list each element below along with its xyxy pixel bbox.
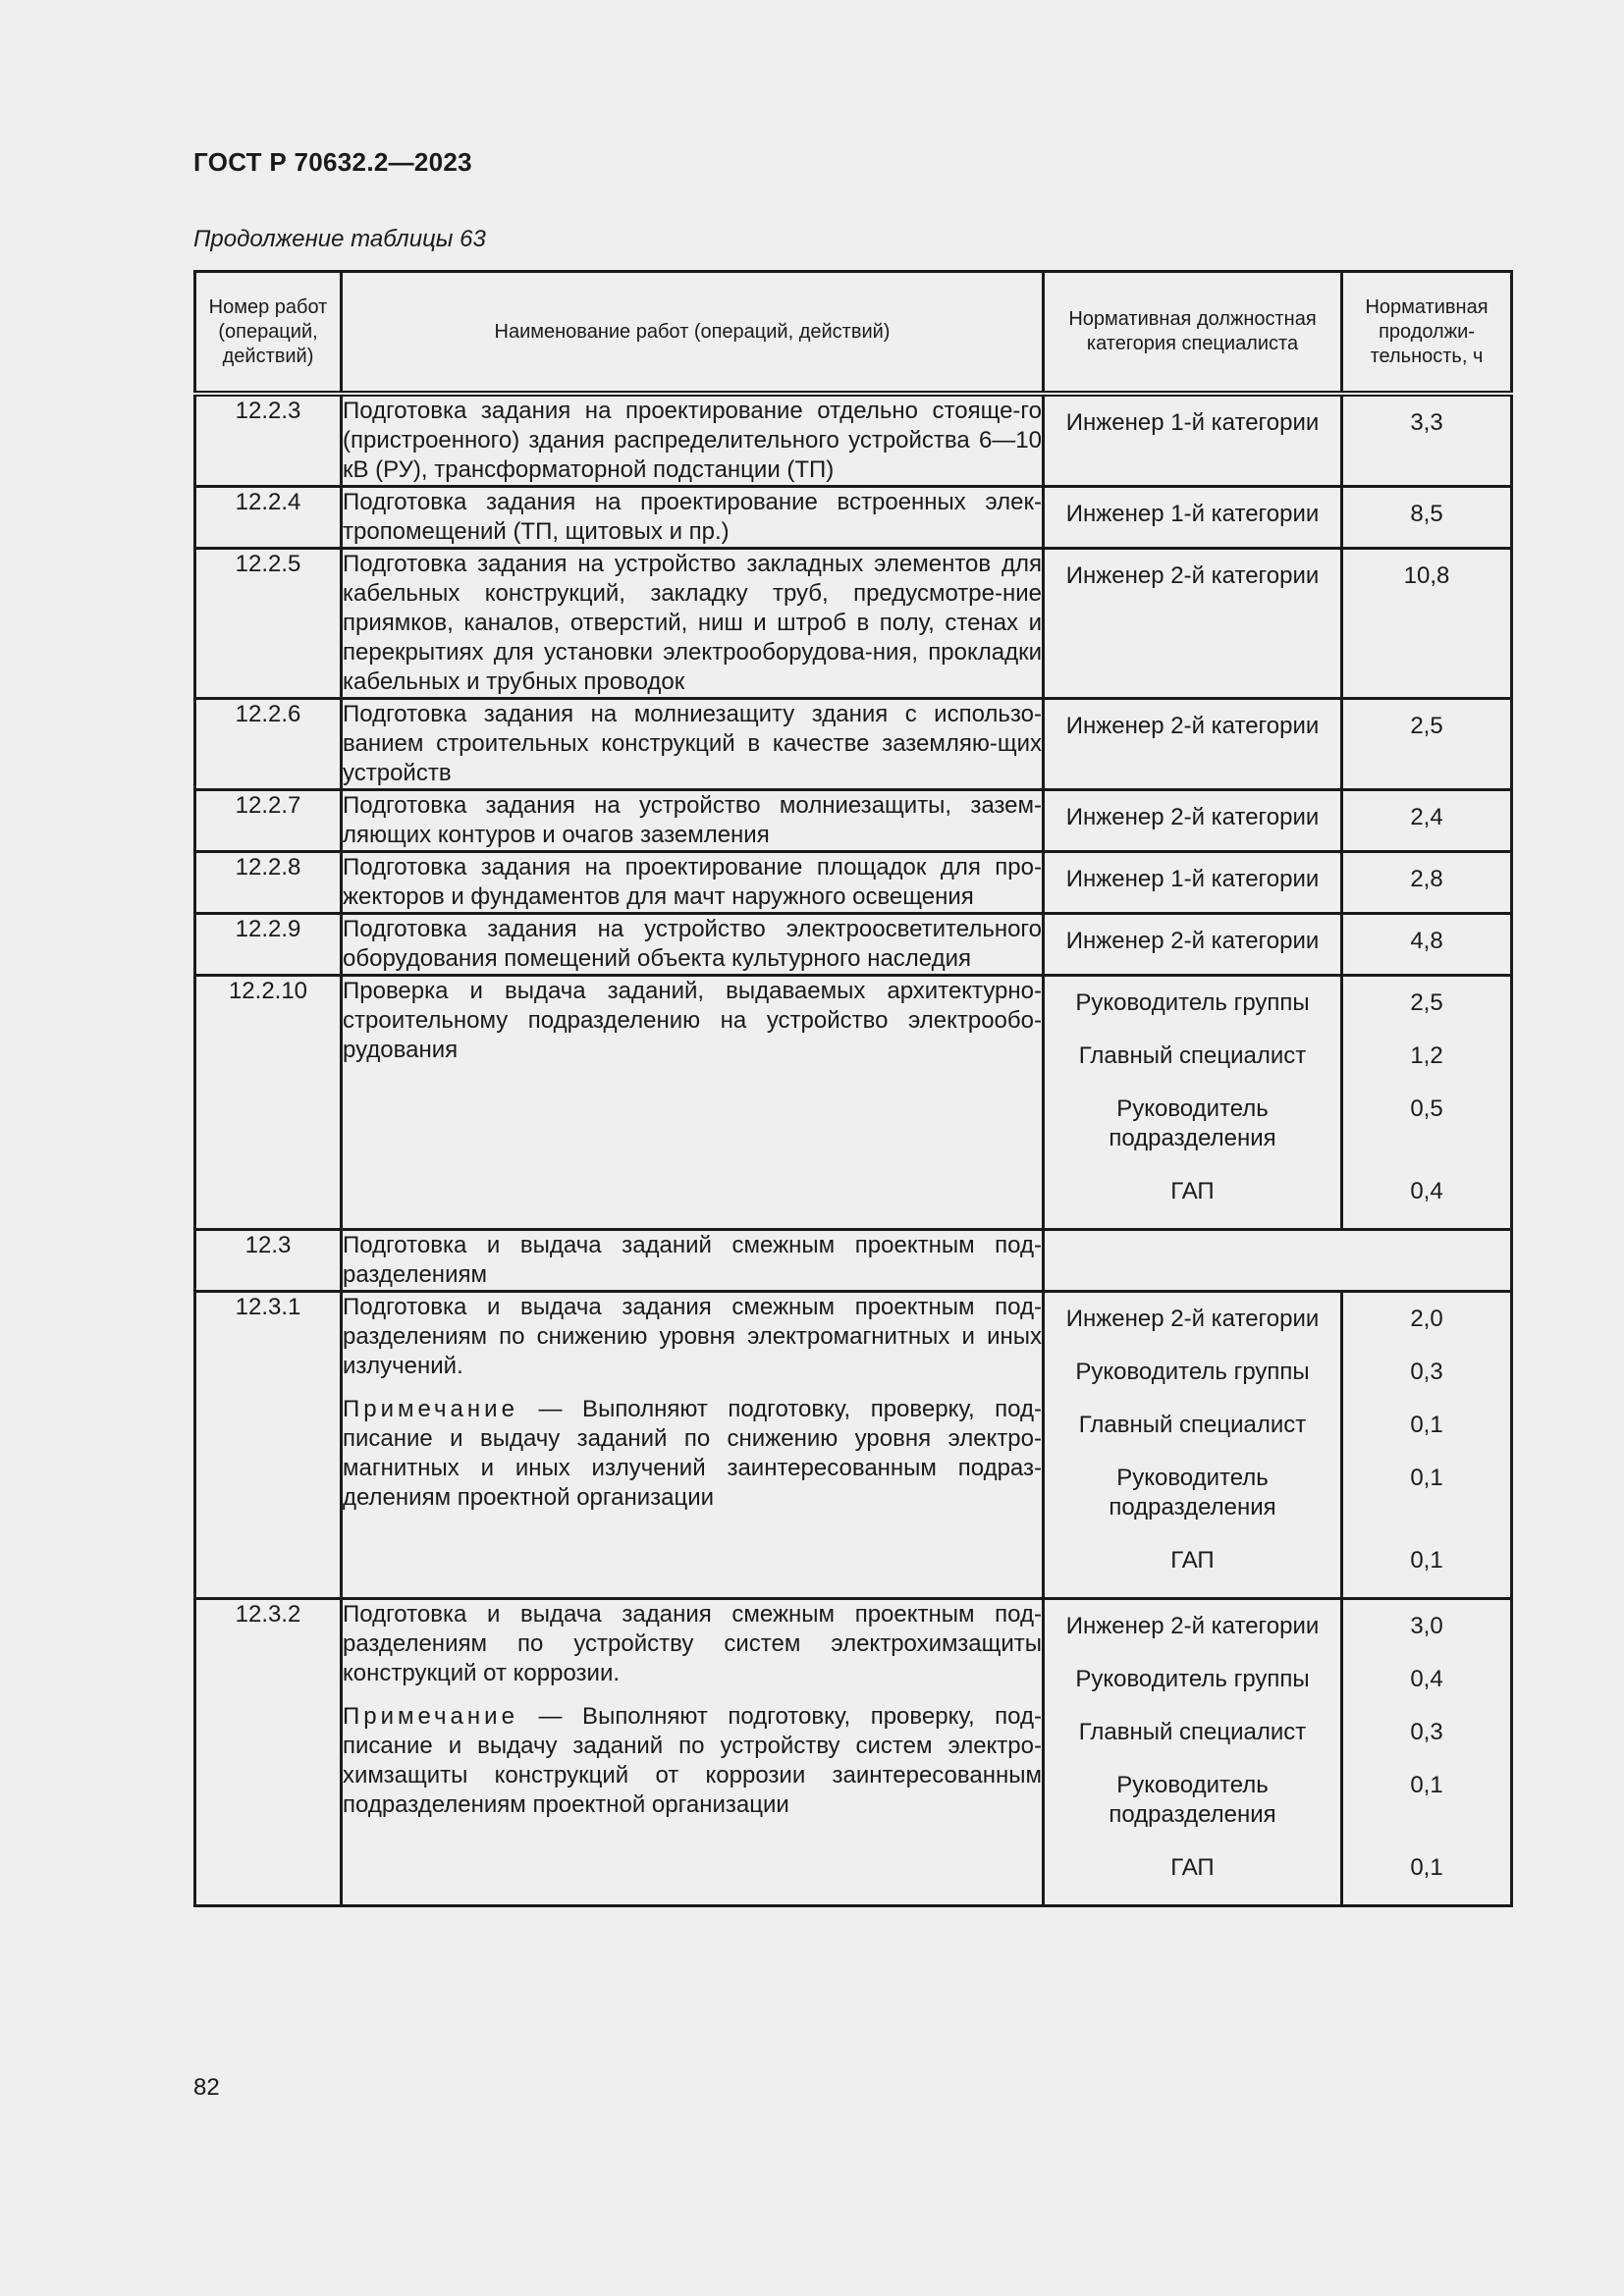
row-duration: 3,3 bbox=[1410, 409, 1443, 436]
page-number: 82 bbox=[193, 2074, 220, 2101]
row-spec: Инженер 2-й категории bbox=[1065, 804, 1320, 830]
row-number: 12.2.8 bbox=[195, 852, 342, 914]
column-header-dur: Нормативная продолжи-тельность, ч bbox=[1342, 272, 1512, 395]
row-number: 12.3.2 bbox=[195, 1599, 342, 1906]
row-duration: 3,0 bbox=[1410, 1613, 1443, 1639]
table-row bbox=[195, 852, 1512, 914]
row-name: Подготовка задания на устройство электроосветительного оборудования помещений объекта культурного наследия bbox=[342, 914, 1044, 976]
row-spec: Руководитель группы bbox=[1075, 989, 1310, 1016]
row-duration: 0,3 bbox=[1410, 1719, 1443, 1745]
column-header-num: Номер работ (операций, действий) bbox=[195, 272, 342, 395]
row-spec: Главный специалист bbox=[1078, 1042, 1307, 1069]
note-label: Примечание bbox=[343, 1703, 518, 1730]
row-duration: 0,5 bbox=[1410, 1095, 1443, 1122]
row-number: 12.2.7 bbox=[195, 790, 342, 852]
row-duration: 0,1 bbox=[1410, 1412, 1443, 1438]
table-caption: Продолжение таблицы 63 bbox=[193, 226, 486, 252]
row-duration: 4,8 bbox=[1410, 928, 1443, 954]
row-spec: Руководитель подразделения bbox=[1109, 1772, 1276, 1828]
row-spec: Инженер 2-й категории bbox=[1065, 562, 1320, 589]
row-number: 12.2.10 bbox=[195, 976, 342, 1230]
table-row bbox=[195, 1292, 1512, 1599]
row-number: 12.2.5 bbox=[195, 549, 342, 699]
row-spec: Руководитель подразделения bbox=[1109, 1465, 1276, 1521]
row-spec: Инженер 2-й категории bbox=[1065, 928, 1320, 954]
row-number: 12.2.4 bbox=[195, 487, 342, 549]
table-header-row bbox=[195, 272, 1512, 395]
row-spec: Инженер 1-й категории bbox=[1065, 409, 1320, 436]
row-spec: Инженер 1-й категории bbox=[1065, 866, 1320, 892]
row-name: Подготовка и выдача задания смежным проектным под-разделениям по снижению уровня электромагнитных и иных излучений. bbox=[343, 1294, 1042, 1379]
row-number: 12.2.3 bbox=[195, 394, 342, 487]
row-name: Подготовка и выдача заданий смежным проектным под-разделениям bbox=[342, 1230, 1044, 1292]
table-row bbox=[195, 790, 1512, 852]
row-spec: ГАП bbox=[1170, 1547, 1215, 1574]
table-row bbox=[195, 549, 1512, 699]
row-number: 12.3 bbox=[195, 1230, 342, 1292]
row-note bbox=[343, 1702, 1042, 1820]
row-name: Подготовка задания на проектирование встроенных элек-тропомещений (ТП, щитовых и пр.) bbox=[342, 487, 1044, 549]
row-duration: 2,5 bbox=[1410, 713, 1443, 739]
table-row bbox=[195, 914, 1512, 976]
table-row bbox=[195, 1599, 1512, 1906]
row-name: Подготовка задания на устройство молниезащиты, зазем-ляющих контуров и очагов заземления bbox=[342, 790, 1044, 852]
empty-merged-cell bbox=[1044, 1230, 1512, 1292]
row-spec: Руководитель подразделения bbox=[1109, 1095, 1276, 1151]
row-spec: ГАП bbox=[1170, 1178, 1215, 1204]
row-duration: 2,4 bbox=[1410, 804, 1443, 830]
column-header-name: Наименование работ (операций, действий) bbox=[342, 272, 1044, 395]
row-spec: Инженер 2-й категории bbox=[1065, 713, 1320, 739]
row-name-cell bbox=[342, 1292, 1044, 1599]
row-duration: 0,4 bbox=[1410, 1666, 1443, 1692]
row-duration: 0,1 bbox=[1410, 1854, 1443, 1881]
row-spec: Главный специалист bbox=[1078, 1719, 1307, 1745]
note-text: — Выполняют подготовку, проверку, под-писание и выдачу заданий по снижению уровня электро-магнитных и иных излучений заинтересованным подраз-делениям проектной организации bbox=[343, 1396, 1042, 1511]
note-label: Примечание bbox=[343, 1396, 518, 1422]
row-duration: 2,0 bbox=[1410, 1306, 1443, 1332]
row-duration: 0,1 bbox=[1410, 1465, 1443, 1491]
row-spec: Руководитель группы bbox=[1075, 1666, 1310, 1692]
row-number: 12.3.1 bbox=[195, 1292, 342, 1599]
row-duration: 1,2 bbox=[1410, 1042, 1443, 1069]
row-spec: Инженер 2-й категории bbox=[1065, 1613, 1320, 1639]
works-table bbox=[193, 270, 1513, 1907]
row-duration: 0,1 bbox=[1410, 1547, 1443, 1574]
table-row bbox=[195, 394, 1512, 487]
row-duration: 0,4 bbox=[1410, 1178, 1443, 1204]
row-name: Подготовка задания на молниезащиту здания с использо-ванием строительных конструкций в качестве заземляю-щих устройств bbox=[342, 699, 1044, 790]
row-duration: 10,8 bbox=[1403, 562, 1450, 589]
row-spec: Главный специалист bbox=[1078, 1412, 1307, 1438]
row-name: Проверка и выдача заданий, выдаваемых архитектурно-строительному подразделению на устройство электрообо-рудования bbox=[342, 976, 1044, 1230]
table-row bbox=[195, 699, 1512, 790]
row-name: Подготовка задания на проектирование площадок для про-жекторов и фундаментов для мачт наружного освещения bbox=[342, 852, 1044, 914]
table-row bbox=[195, 976, 1512, 1230]
row-name: Подготовка задания на проектирование отдельно стояще-го (пристроенного) здания распределительного устройства 6—10 кВ (РУ), трансформаторной подстанции (ТП) bbox=[342, 394, 1044, 487]
document-header: ГОСТ Р 70632.2—2023 bbox=[193, 147, 472, 177]
row-spec: Руководитель группы bbox=[1075, 1359, 1310, 1385]
row-duration: 8,5 bbox=[1410, 501, 1443, 527]
row-number: 12.2.6 bbox=[195, 699, 342, 790]
row-note bbox=[343, 1395, 1042, 1513]
row-name: Подготовка задания на устройство закладных элементов для кабельных конструкций, закладку труб, предусмотре-ние приямков, каналов, отверстий, ниш и штроб в полу, стенах и перекрытиях для установки электрооборудова-ния, прокладки кабельных и трубных проводок bbox=[342, 549, 1044, 699]
row-name-cell bbox=[342, 1599, 1044, 1906]
table-row bbox=[195, 1230, 1512, 1292]
row-duration: 0,1 bbox=[1410, 1772, 1443, 1798]
row-spec: Инженер 1-й категории bbox=[1065, 501, 1320, 527]
column-header-spec: Нормативная должностная категория специалиста bbox=[1044, 272, 1342, 395]
row-duration: 2,8 bbox=[1410, 866, 1443, 892]
note-text: — Выполняют подготовку, проверку, под-писание и выдачу заданий по устройству систем электро-химзащиты конструкций от коррозии заинтересованным подразделениям проектной организации bbox=[343, 1703, 1042, 1818]
row-spec: Инженер 2-й категории bbox=[1065, 1306, 1320, 1332]
row-duration: 2,5 bbox=[1410, 989, 1443, 1016]
row-spec: ГАП bbox=[1170, 1854, 1215, 1881]
row-name: Подготовка и выдача задания смежным проектным под-разделениям по устройству систем электрохимзащиты конструкций от коррозии. bbox=[343, 1601, 1042, 1686]
table-row bbox=[195, 487, 1512, 549]
row-duration: 0,3 bbox=[1410, 1359, 1443, 1385]
row-number: 12.2.9 bbox=[195, 914, 342, 976]
